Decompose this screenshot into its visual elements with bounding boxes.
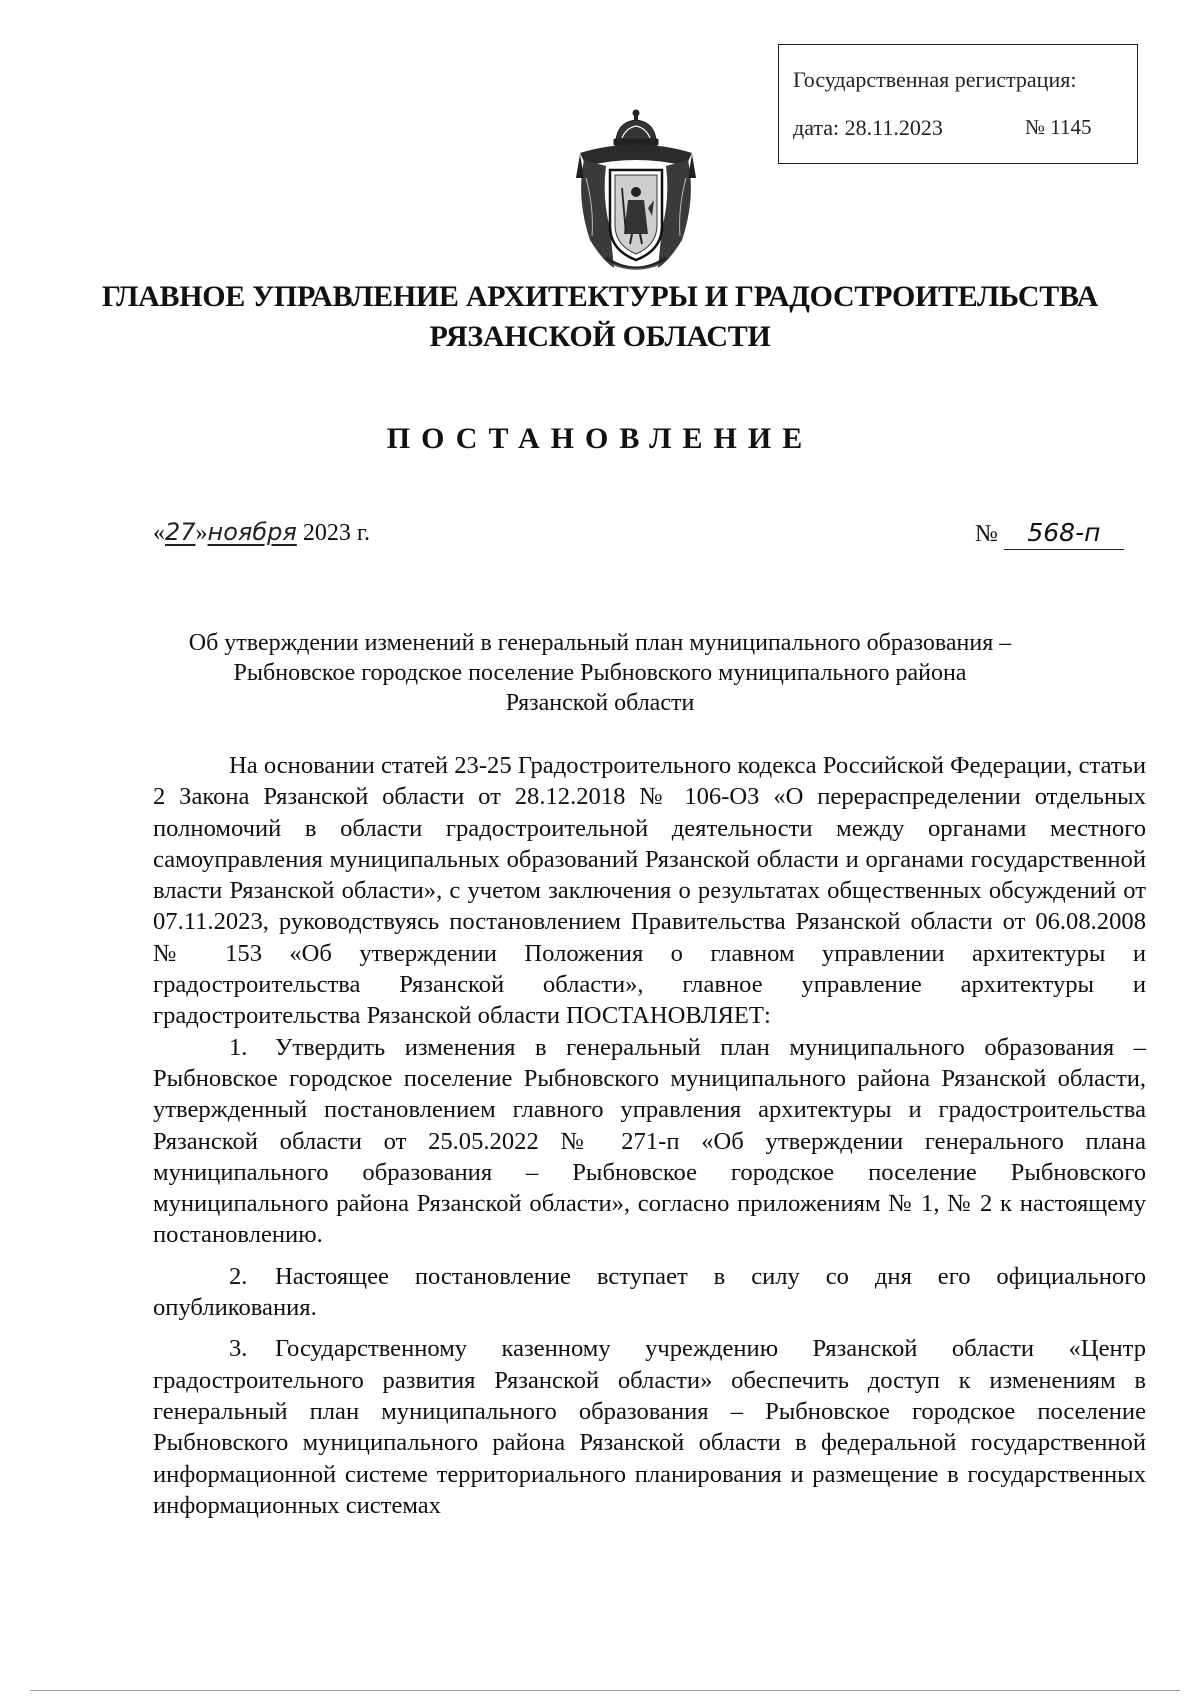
document-body: [153, 750, 1146, 1521]
date-day-handwritten: 27: [165, 518, 196, 546]
organization-name-line2: РЯЗАНСКОЙ ОБЛАСТИ: [429, 320, 771, 353]
item-text: Утвердить изменения в генеральный план муниципального образования – Рыбновское городское поселение Рыбновского муниципального района Рязанской области, утвержденный постановлением главного управления архитектуры и градостроительства Рязанской области от 25.05.2022 № 271-п «Об утверждении генерального плана муниципального образования – Рыбновское городское поселение Рыбновского муниципального района Рязанской области», согласно приложениям № 1, № 2 к настоящему постановлению.: [153, 1033, 1146, 1249]
date-year: 2023 г.: [302, 520, 370, 546]
item-number: 3.: [229, 1335, 248, 1363]
page-bottom-edge: [30, 1690, 1180, 1691]
document-number-label: №: [975, 521, 998, 547]
registration-title: Государственная регистрация:: [793, 67, 1077, 92]
subject-line-2: Рыбновское городское поселение Рыбновского муниципального района: [233, 660, 967, 686]
registration-stamp: [778, 44, 1138, 164]
item-number: 1.: [229, 1033, 248, 1061]
preamble-paragraph: На основании статей 23-25 Градостроительного кодекса Российской Федерации, статьи 2 Закона Рязанской области от 28.12.2018 № 106-ОЗ «О перераспределении отдельных полномочий в области градостроительной деятельности между органами местного самоуправления муниципальных образований Рязанской области и органами государственной власти Рязанской области», с учетом заключения о результатах общественных обсуждений от 07.11.2023, руководствуясь постановлением Правительства Рязанской области от 06.08.2008 № 153 «Об утверждении Положения о главном управлении архитектуры и градостроительства Рязанской области», главное управление архитектуры и градостроительства Рязанской области ПОСТАНОВЛЯЕТ:: [153, 752, 1146, 1030]
document-type-title: ПОСТАНОВЛЕНИЕ: [386, 422, 814, 455]
date-month-handwritten: ноября: [207, 518, 297, 546]
registration-number: № 1145: [1025, 115, 1092, 139]
subject-line-3: Рязанской области: [505, 690, 695, 716]
coat-of-arms-icon: [566, 108, 706, 278]
resolution-item-3: [153, 1333, 1146, 1521]
item-text: Настоящее постановление вступает в силу со дня его официального опубликования.: [153, 1262, 1146, 1322]
date-close-quote: »: [195, 520, 208, 546]
document-number: [975, 518, 1124, 550]
date-open-quote: «: [153, 520, 165, 546]
resolution-item-2: [153, 1261, 1146, 1324]
document-subject: [140, 628, 1060, 718]
resolution-item-1: [153, 1032, 1146, 1251]
document-date: [153, 518, 370, 547]
document-number-handwritten: 568-п: [1004, 518, 1124, 550]
item-number: 2.: [229, 1262, 248, 1290]
subject-line-1: Об утверждении изменений в генеральный план муниципального образования –: [188, 630, 1012, 656]
registration-date: дата: 28.11.2023: [793, 115, 943, 140]
organization-name-line1: ГЛАВНОЕ УПРАВЛЕНИЕ АРХИТЕКТУРЫ И ГРАДОСТРОИТЕЛЬСТВА: [101, 280, 1099, 313]
item-text: Государственному казенному учреждению Рязанской области «Центр градостроительного развития Рязанской области» обеспечить доступ к изменениям в генеральный план муниципального образования – Рыбновское городское поселение Рыбновского муниципального района Рязанской области в федеральной государственной информационной системе территориального планирования и размещение в государственных информационных системах: [153, 1335, 1146, 1519]
